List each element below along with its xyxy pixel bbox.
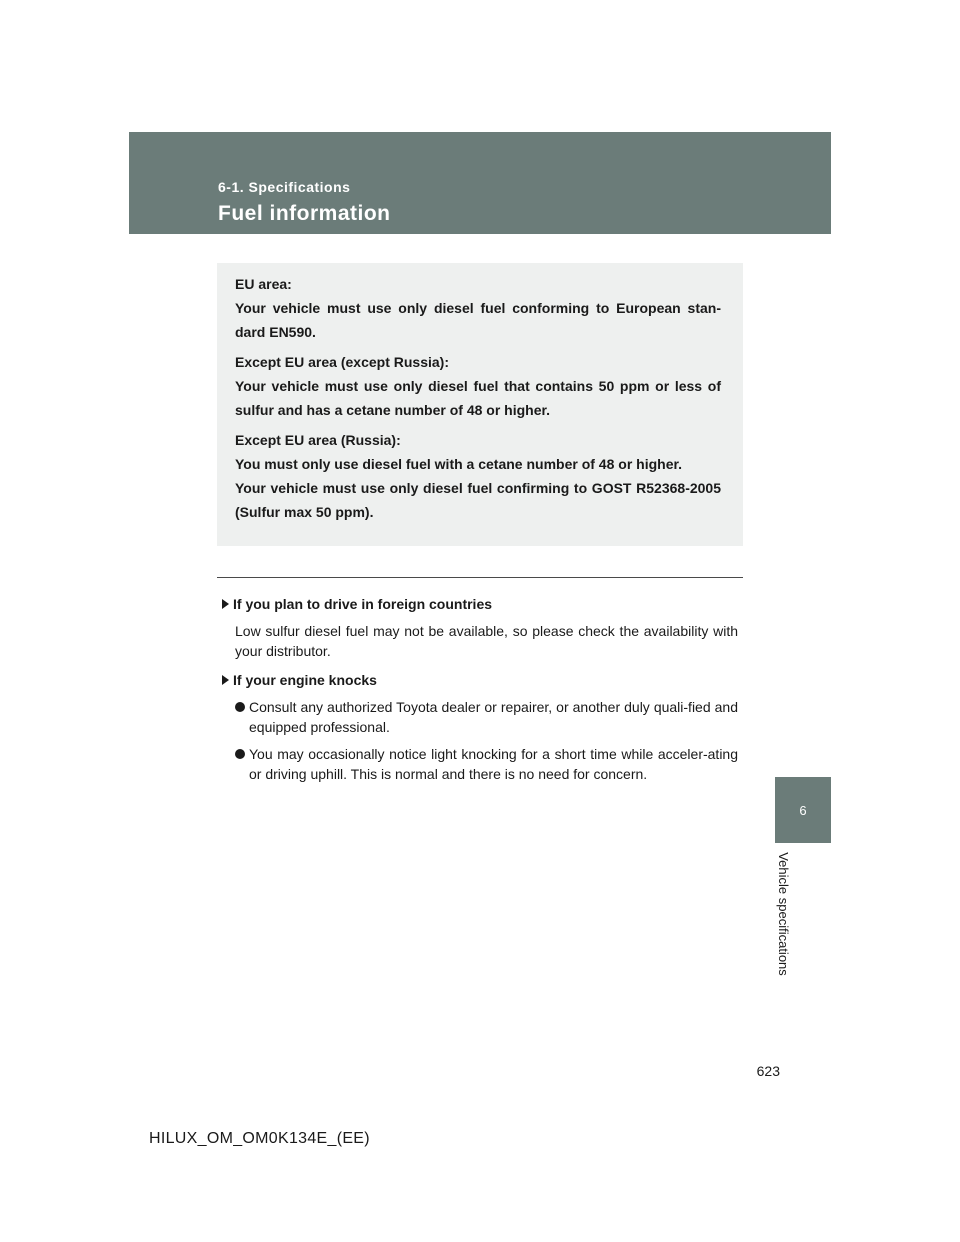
fuel-requirements-box — [217, 263, 743, 546]
note-engine-knocks — [222, 670, 738, 784]
chapter-number: 6 — [799, 802, 807, 818]
eu-area-heading: EU area: — [235, 276, 292, 292]
page-header — [129, 132, 831, 234]
russia-heading: Except EU area (Russia): — [235, 432, 401, 448]
note-foreign-countries — [222, 594, 738, 661]
triangle-bullet-icon — [222, 599, 229, 609]
list-item — [235, 697, 738, 737]
except-eu-heading: Except EU area (except Russia): — [235, 354, 449, 370]
russia-cetane-text: You must only use diesel fuel with a cetane number of 48 or higher. — [235, 456, 683, 472]
document-code: HILUX_OM_OM0K134E_(EE) — [149, 1130, 370, 1147]
section-label: 6-1. Specifications — [218, 179, 351, 195]
page-title: Fuel information — [218, 202, 391, 225]
except-eu-text: Your vehicle must use only diesel fuel that contains 50 ppm or less of sulfur and has a cetane number of 48 or higher. — [235, 378, 721, 418]
note-heading: If you plan to drive in foreign countries — [233, 596, 493, 612]
chapter-name: Vehicle specifications — [776, 852, 791, 976]
note-text: Low sulfur diesel fuel may not be available, so please check the availability with your distributor. — [235, 623, 738, 659]
notes-section — [222, 594, 738, 784]
list-item-text: You may occasionally notice light knocking for a short time while acceler-ating or driving uphill. This is normal and there is no need for concern. — [249, 746, 738, 782]
circle-bullet-icon — [235, 749, 245, 759]
section-divider — [217, 577, 743, 578]
note-heading: If your engine knocks — [233, 672, 377, 688]
russia-gost-text: Your vehicle must use only diesel fuel confirming to GOST R52368-2005 (Sulfur max 50 ppm). — [235, 480, 721, 520]
circle-bullet-icon — [235, 702, 245, 712]
page-number: 623 — [756, 1063, 780, 1079]
eu-area-text: Your vehicle must use only diesel fuel conforming to European stan-dard EN590. — [235, 300, 721, 340]
triangle-bullet-icon — [222, 675, 229, 685]
list-item-text: Consult any authorized Toyota dealer or repairer, or another duly quali-fied and equipped professional. — [249, 699, 738, 735]
list-item — [235, 744, 738, 784]
